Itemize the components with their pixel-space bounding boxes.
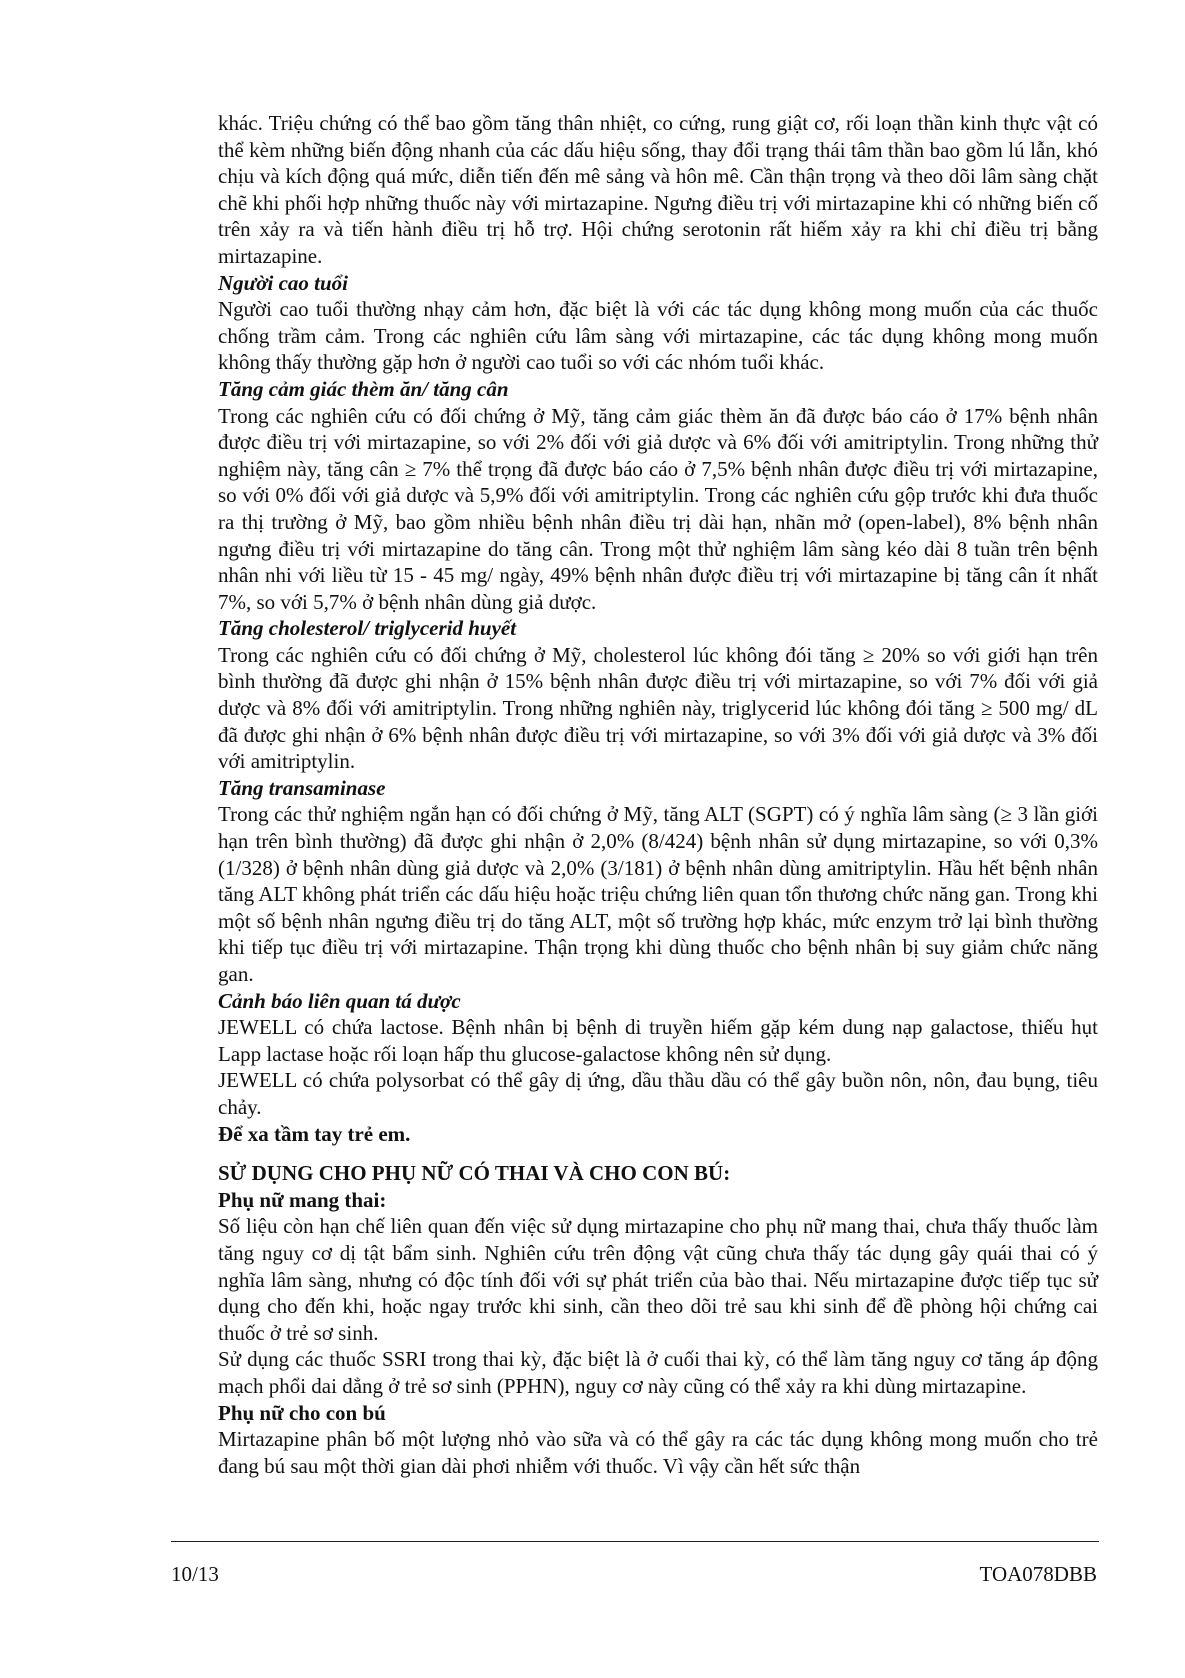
excipients-lactose-paragraph: JEWELL có chứa lactose. Bệnh nhân bị bệnh di truyền hiếm gặp kém dung nạp galactose, thiếu hụt Lapp lactase hoặc rối loạn hấp thu glucose-galactose không nên sử dụng.	[218, 1015, 1098, 1066]
transaminase-paragraph: Trong các thử nghiệm ngắn hạn có đối chứng ở Mỹ, tăng ALT (SGPT) có ý nghĩa lâm sàng (≥ 3 lần giới hạn trên bình thường) đã được ghi nhận ở 2,0% (8/424) bệnh nhân sử dụng mirtazapine, so với 0,3% (1/328) ở bệnh nhân dùng giả dược và 2,0% (3/181) ở bệnh nhân dùng amitriptylin. Hầu hết bệnh nhân tăng ALT không phát triển các dấu hiệu hoặc triệu chứng liên quan tổn thương chức năng gan. Trong khi một số bệnh nhân ngưng điều trị do tăng ALT, một số trường hợp khác, mức enzym trở lại bình thường khi tiếp tục điều trị với mirtazapine. Thận trọng khi dùng thuốc cho bệnh nhân bị suy giảm chức năng gan.	[218, 802, 1098, 986]
page-number: 10/13	[171, 1562, 219, 1586]
elderly-heading: Người cao tuổi	[218, 270, 349, 295]
appetite-paragraph: Trong các nghiên cứu có đối chứng ở Mỹ, tăng cảm giác thèm ăn đã được báo cáo ở 17% bệnh nhân được điều trị với mirtazapine, so với 2% đối với giả dược và 6% đối với amitriptylin. Trong những thử nghiệm này, tăng cân ≥ 7% thể trọng đã được báo cáo ở 7,5% bệnh nhân được điều trị với mirtazapine, so với 0% đối với giả dược và 5,9% đối với amitriptylin. Trong các nghiên cứu gộp trước khi đưa thuốc ra thị trường ở Mỹ, bao gồm nhiều bệnh nhân điều trị dài hạn, nhãn mở (open-label), 8% bệnh nhân ngưng điều trị với mirtazapine do tăng cân. Trong một thử nghiệm lâm sàng kéo dài 8 tuần trên bệnh nhân nhi với liều từ 15 - 45 mg/ ngày, 49% bệnh nhân được điều trị với mirtazapine bị tăng cân ít nhất 7%, so với 5,7% ở bệnh nhân dùng giả dược.	[218, 403, 1098, 614]
transaminase-heading: Tăng transaminase	[218, 775, 386, 800]
appetite-heading: Tăng cảm giác thèm ăn/ tăng cân	[218, 376, 509, 401]
elderly-paragraph: Người cao tuổi thường nhạy cảm hơn, đặc biệt là với các tác dụng không mong muốn của các thuốc chống trầm cảm. Trong các nghiên cứu lâm sàng với mirtazapine, các tác dụng không mong muốn không thấy thường gặp hơn ở người cao tuổi so với các nhóm tuổi khác.	[218, 297, 1098, 375]
cholesterol-heading: Tăng cholesterol/ triglycerid huyết	[218, 616, 517, 641]
document-code: TOA078DBB	[979, 1562, 1097, 1586]
document-body	[218, 110, 1098, 1479]
pregnant-heading: Phụ nữ mang thai:	[218, 1187, 387, 1212]
pregnant-paragraph-1: Số liệu còn hạn chế liên quan đến việc sử dụng mirtazapine cho phụ nữ mang thai, chưa thấy thuốc làm tăng nguy cơ dị tật bẩm sinh. Nghiên cứu trên động vật cũng chưa thấy tác dụng gây quái thai có ý nghĩa lâm sàng, nhưng có độc tính đối với sự phát triển của bào thai. Nếu mirtazapine được tiếp tục sử dụng cho đến khi, hoặc ngay trước khi sinh, cần theo dõi trẻ sau khi sinh để đề phòng hội chứng cai thuốc ở trẻ sơ sinh.	[218, 1214, 1098, 1345]
keep-away-warning: Để xa tầm tay trẻ em.	[218, 1121, 411, 1146]
breastfeeding-paragraph: Mirtazapine phân bố một lượng nhỏ vào sữa và có thể gây ra các tác dụng không mong muốn cho trẻ đang bú sau một thời gian dài phơi nhiễm với thuốc. Vì vậy cần hết sức thận	[218, 1427, 1098, 1478]
cholesterol-paragraph: Trong các nghiên cứu có đối chứng ở Mỹ, cholesterol lúc không đói tăng ≥ 20% so với giới hạn trên bình thường đã được ghi nhận ở 15% bệnh nhân được điều trị với mirtazapine, so với 7% đối với giả dược và 8% đối với amitriptylin. Trong những nghiên này, triglycerid lúc không đói tăng ≥ 500 mg/ dL đã được ghi nhận ở 6% bệnh nhân được điều trị với mirtazapine, so với 3% đối với giả dược và 3% đối với amitriptylin.	[218, 642, 1098, 774]
excipients-polysorbate-paragraph: JEWELL có chứa polysorbat có thể gây dị ứng, dầu thầu dầu có thể gây buồn nôn, nôn, đau bụng, tiêu chảy.	[218, 1068, 1098, 1119]
intro-paragraph: khác. Triệu chứng có thể bao gồm tăng thân nhiệt, co cứng, rung giật cơ, rối loạn thần kinh thực vật có thể kèm những biến động nhanh của các dấu hiệu sống, thay đổi trạng thái tâm thần bao gồm lú lẫn, khó chịu và kích động quá mức, diễn tiến đến mê sảng và hôn mê. Cần thận trọng và theo dõi lâm sàng chặt chẽ khi phối hợp những thuốc này với mirtazapine. Ngưng điều trị với mirtazapine khi có những biến cố trên xảy ra và tiến hành điều trị hỗ trợ. Hội chứng serotonin rất hiếm xảy ra khi chỉ điều trị bằng mirtazapine.	[218, 111, 1098, 268]
breastfeeding-heading: Phụ nữ cho con bú	[218, 1400, 386, 1425]
pregnant-paragraph-2: Sử dụng các thuốc SSRI trong thai kỳ, đặc biệt là ở cuối thai kỳ, có thể làm tăng nguy cơ tăng áp động mạch phổi dai dẳng ở trẻ sơ sinh (PPHN), nguy cơ này cũng có thể xảy ra khi dùng mirtazapine.	[218, 1347, 1098, 1398]
footer-divider	[171, 1541, 1099, 1542]
excipients-heading: Cảnh báo liên quan tá dược	[218, 988, 461, 1013]
pregnancy-section-title: SỬ DỤNG CHO PHỤ NỮ CÓ THAI VÀ CHO CON BÚ:	[218, 1161, 731, 1186]
